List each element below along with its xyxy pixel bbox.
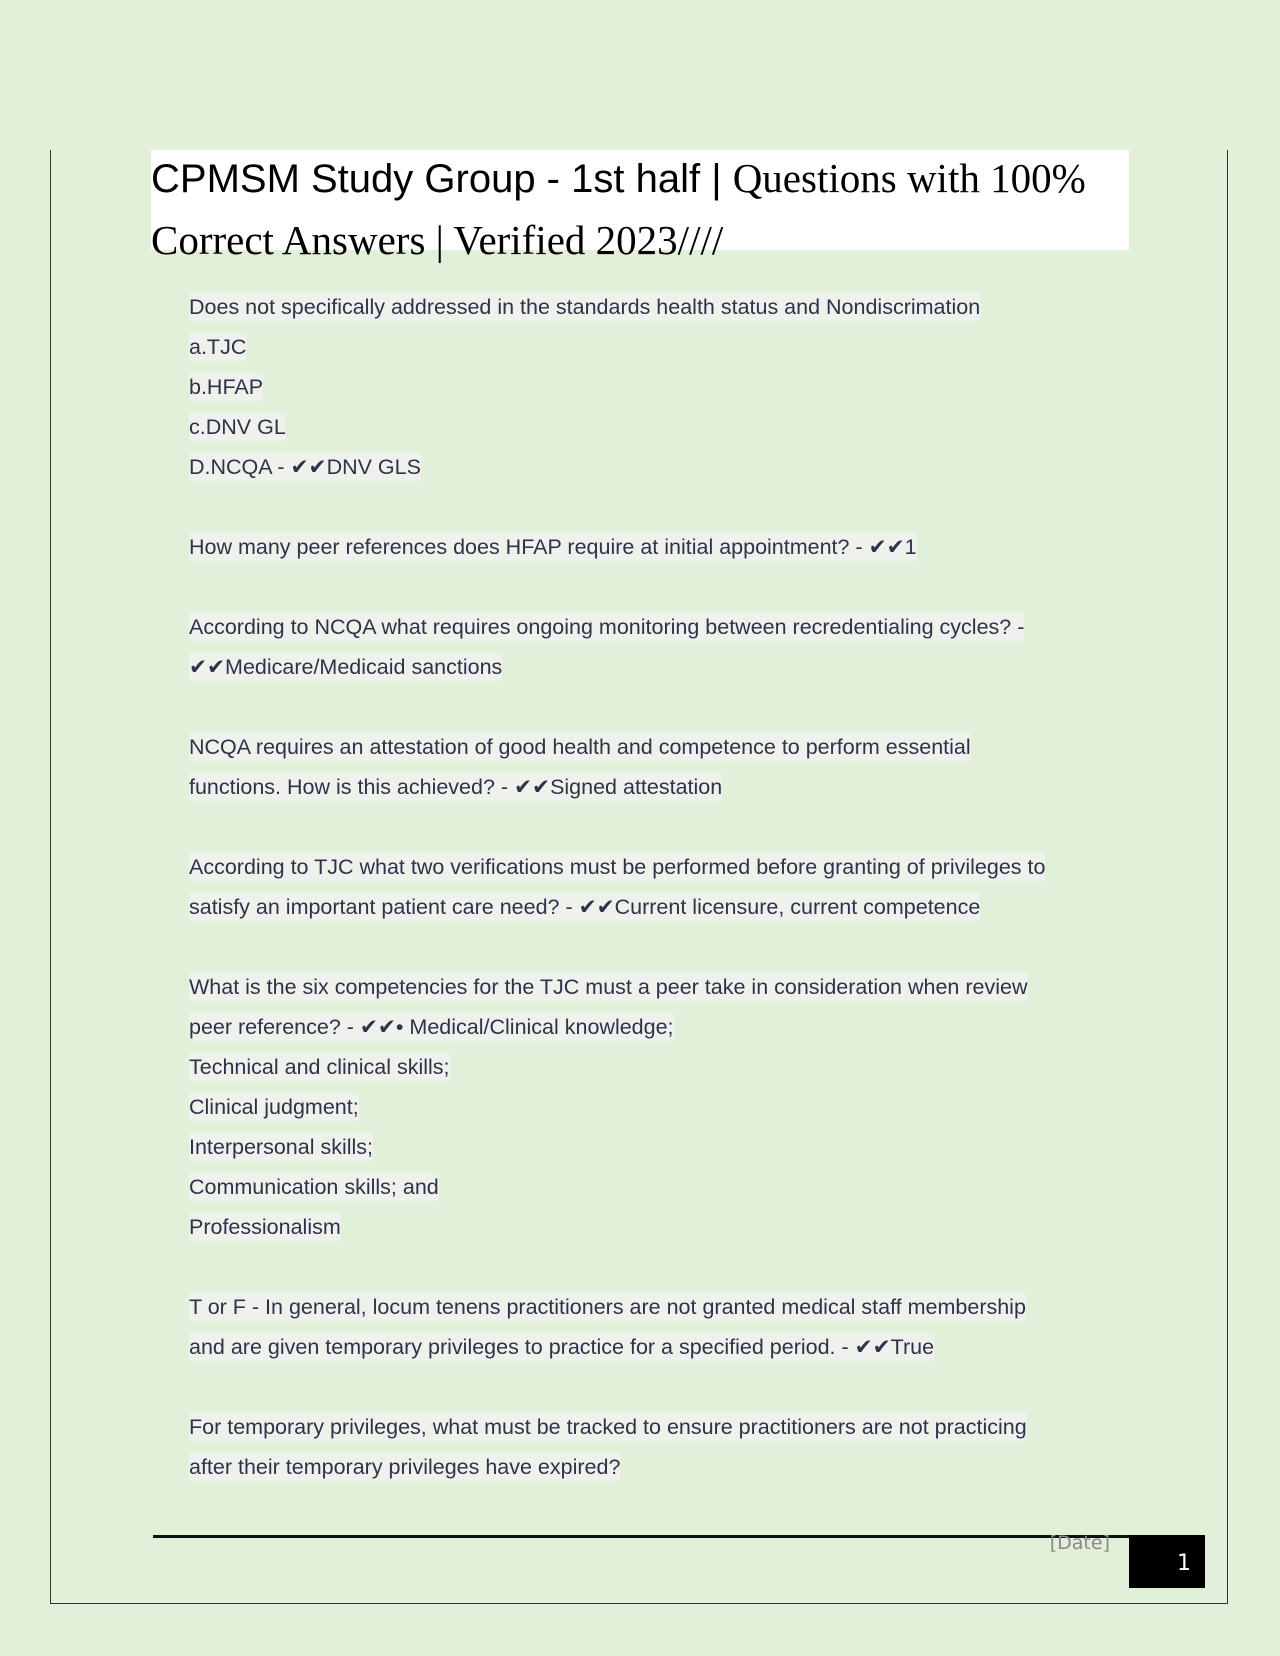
text-line-content: b.HFAP bbox=[189, 375, 264, 399]
document-body bbox=[189, 287, 1119, 1487]
text-line-content: D.NCQA - ✔✔DNV GLS bbox=[189, 455, 421, 479]
text-line bbox=[189, 1047, 1119, 1087]
text-line bbox=[189, 767, 1119, 807]
text-line bbox=[189, 1407, 1119, 1447]
text-line bbox=[189, 967, 1119, 1007]
blank-line bbox=[189, 687, 1119, 727]
text-line bbox=[189, 1007, 1119, 1047]
text-line-content: Communication skills; and bbox=[189, 1175, 439, 1199]
text-line bbox=[189, 327, 1119, 367]
text-line-content: Professionalism bbox=[189, 1215, 341, 1239]
text-line-content: a.TJC bbox=[189, 335, 247, 359]
text-line bbox=[189, 1207, 1119, 1247]
text-line-content: NCQA requires an attestation of good health and competence to perform essential bbox=[189, 735, 971, 759]
text-line-content: Interpersonal skills; bbox=[189, 1135, 374, 1159]
text-line bbox=[189, 647, 1119, 687]
text-line-content: How many peer references does HFAP require at initial appointment? - ✔✔1 bbox=[189, 535, 917, 559]
text-line bbox=[189, 847, 1119, 887]
text-line-content: Technical and clinical skills; bbox=[189, 1055, 450, 1079]
text-line bbox=[189, 367, 1119, 407]
page-number: 1 bbox=[1129, 1535, 1205, 1588]
blank-line bbox=[189, 487, 1119, 527]
blank-line bbox=[189, 1367, 1119, 1407]
blank-line bbox=[189, 567, 1119, 607]
title-serif-line-2: Correct Answers | Verified 2023//// bbox=[151, 217, 724, 263]
text-line-content: peer reference? - ✔✔• Medical/Clinical knowledge; bbox=[189, 1015, 674, 1039]
text-line bbox=[189, 1127, 1119, 1167]
text-line bbox=[189, 1087, 1119, 1127]
text-line-content: c.DNV GL bbox=[189, 415, 286, 439]
text-line-content: functions. How is this achieved? - ✔✔Signed attestation bbox=[189, 775, 723, 799]
text-line-content: T or F - In general, locum tenens practitioners are not granted medical staff membership bbox=[189, 1295, 1026, 1319]
title-sans-part: CPMSM Study Group - 1st half | bbox=[151, 157, 733, 201]
text-line-content: and are given temporary privileges to practice for a specified period. - ✔✔True bbox=[189, 1335, 935, 1359]
text-line bbox=[189, 447, 1119, 487]
text-line bbox=[189, 407, 1119, 447]
text-line-content: satisfy an important patient care need? - ✔✔Current licensure, current competence bbox=[189, 895, 981, 919]
text-line-content: Does not specifically addressed in the standards health status and Nondiscrimation bbox=[189, 295, 981, 319]
text-line-content: According to NCQA what requires ongoing monitoring between recredentialing cycles? - bbox=[189, 615, 1025, 639]
text-line bbox=[189, 727, 1119, 767]
blank-line bbox=[189, 927, 1119, 967]
footer-date: [Date] bbox=[1049, 1532, 1110, 1554]
text-line bbox=[189, 1167, 1119, 1207]
text-line bbox=[189, 287, 1119, 327]
text-line-content: Clinical judgment; bbox=[189, 1095, 359, 1119]
title-line-2 bbox=[151, 214, 1129, 276]
text-line bbox=[189, 1287, 1119, 1327]
text-line bbox=[189, 887, 1119, 927]
blank-line bbox=[189, 1247, 1119, 1287]
title-line-1 bbox=[151, 152, 1129, 214]
text-line-content: According to TJC what two verifications must be performed before granting of privileges to bbox=[189, 855, 1046, 879]
blank-line bbox=[189, 807, 1119, 847]
text-line bbox=[189, 607, 1119, 647]
text-line-content: For temporary privileges, what must be tracked to ensure practitioners are not practicing bbox=[189, 1415, 1027, 1439]
text-line-content: after their temporary privileges have expired? bbox=[189, 1455, 621, 1479]
text-line bbox=[189, 1447, 1119, 1487]
text-line bbox=[189, 527, 1119, 567]
text-line-content: What is the six competencies for the TJC must a peer take in consideration when review bbox=[189, 975, 1028, 999]
text-line bbox=[189, 1327, 1119, 1367]
document-title bbox=[151, 150, 1129, 263]
title-serif-part: Questions with 100% bbox=[732, 155, 1086, 201]
text-line-content: ✔✔Medicare/Medicaid sanctions bbox=[189, 655, 503, 679]
